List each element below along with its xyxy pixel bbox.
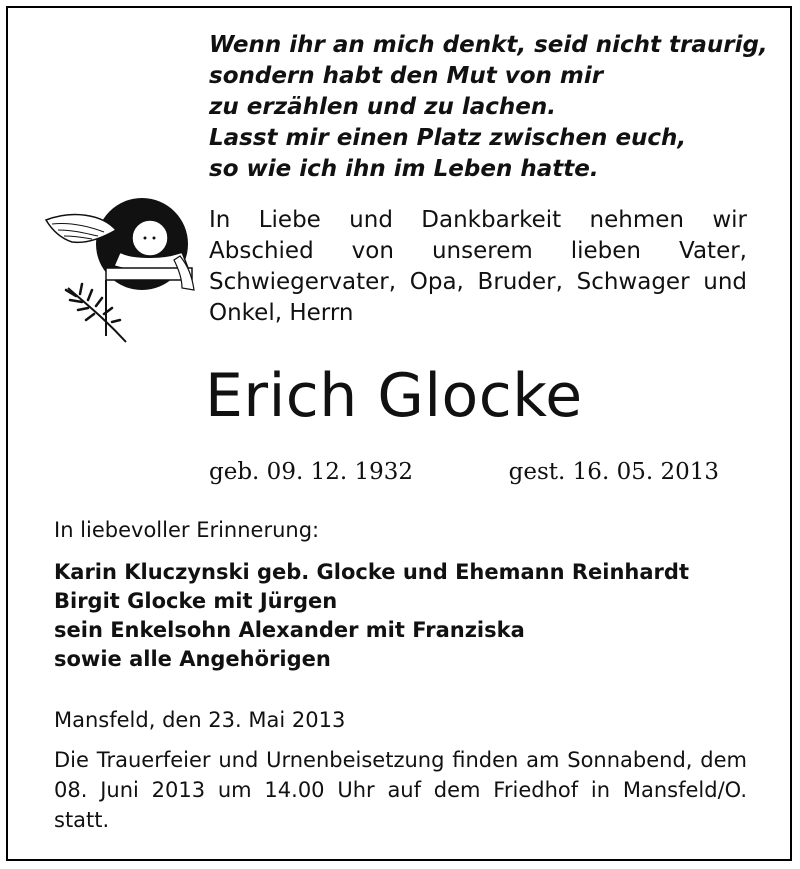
poem-line: zu erzählen und zu lachen. xyxy=(209,94,556,120)
angel-icon xyxy=(42,196,198,346)
place-date: Mansfeld, den 23. Mai 2013 xyxy=(54,708,346,732)
mourner-line: Birgit Glocke mit Jürgen xyxy=(54,589,338,613)
deceased-name: Erich Glocke xyxy=(205,361,583,431)
life-dates xyxy=(209,457,719,487)
mourners-list xyxy=(54,558,689,674)
death-date: gest. 16. 05. 2013 xyxy=(508,459,719,485)
intro-text: In Liebe und Dankbarkeit nehmen wir Abschied von unserem lieben Vater, Schwiegervater, Opa, Bruder, Schwager und Onkel, Herrn xyxy=(209,207,747,326)
poem-line: Lasst mir einen Platz zwischen euch, xyxy=(209,125,687,151)
poem-line: Wenn ihr an mich denkt, seid nicht traurig, xyxy=(209,32,768,58)
poem xyxy=(209,30,769,185)
mourner-line: Karin Kluczynski geb. Glocke und Ehemann Reinhardt xyxy=(54,560,689,584)
mourner-line: sowie alle Angehörigen xyxy=(54,647,331,671)
poem-line: so wie ich ihn im Leben hatte. xyxy=(209,156,599,182)
ceremony-text: Die Trauerfeier und Urnenbeisetzung finden am Sonnabend, dem 08. Juni 2013 um 14.00 Uhr auf dem Friedhof in Mansfeld/O. statt. xyxy=(54,748,747,832)
poem-line: sondern habt den Mut von mir xyxy=(209,63,604,89)
birth-date: geb. 09. 12. 1932 xyxy=(209,459,413,485)
remembrance-heading: In liebevoller Erinnerung: xyxy=(54,518,320,542)
mourner-line: sein Enkelsohn Alexander mit Franziska xyxy=(54,618,525,642)
